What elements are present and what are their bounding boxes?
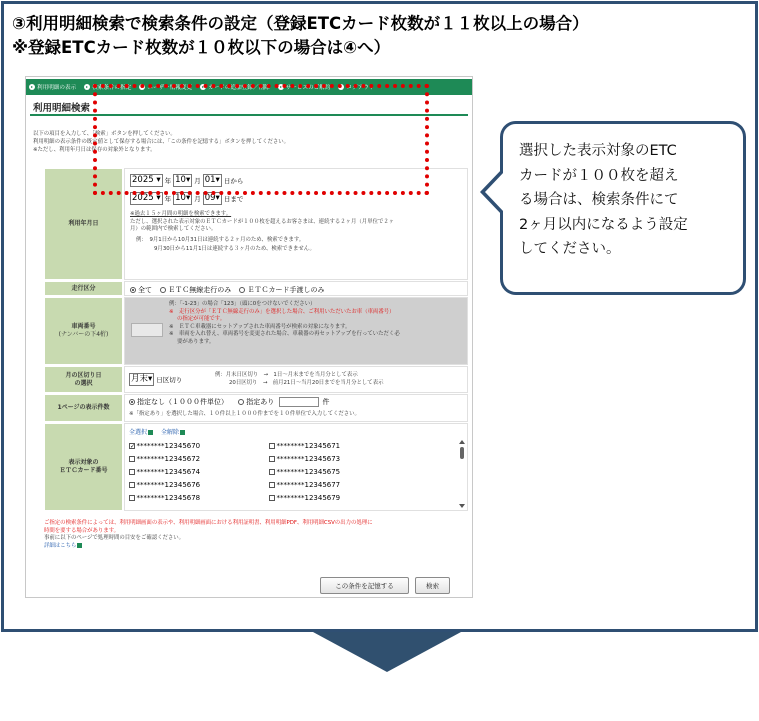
page-title: 利用明細検索 <box>33 103 91 114</box>
to-month-select[interactable]: 10▾ <box>175 193 191 203</box>
footer-text <box>44 520 469 550</box>
arrow-icon <box>148 430 153 435</box>
cutoff-note-line: 20日区切り → 前月21日～当月20日までを当月分として表示 <box>229 379 384 386</box>
callout-line: る場合は、検索条件にて <box>519 192 679 208</box>
details-link-label: 詳細はこちら <box>44 542 77 549</box>
card-checkbox[interactable] <box>269 456 275 462</box>
date-note-line: ただし、選択された表示対象のＥＴＣカードが１００枚を超えるお客さまは、連続する２ヶ月（月単位で２ヶ <box>130 218 395 225</box>
select-all-label: 全選択 <box>129 429 148 436</box>
per-page-note: ※「指定あり」を選択した場合、１０件以上１０００件までを１０件単位で入力してください。 <box>129 411 360 417</box>
clear-all-label: 全解除 <box>160 429 179 436</box>
date-note-line: 例： 9月1日から10月31日は連続する２ヶ月のため、検索できます。 <box>136 236 305 243</box>
card-item[interactable] <box>269 492 340 505</box>
row-vehicle <box>44 297 468 365</box>
card-item[interactable] <box>129 453 200 466</box>
per-page-option-label: 指定あり <box>246 398 275 406</box>
row-cards <box>44 423 468 511</box>
per-page-value-cell <box>124 394 468 422</box>
date-note-line: ※過去１５ヶ月間の明細を検索できます。 <box>130 211 232 217</box>
from-year-value: 2025 <box>132 175 154 185</box>
scroll-thumb[interactable] <box>460 447 464 459</box>
scroll-up-icon[interactable] <box>459 440 465 444</box>
vehicle-note-line: 要があります。 <box>177 338 215 345</box>
card-number: ********12345679 <box>276 494 341 502</box>
vehicle-label-1: 車両番号 <box>71 323 96 330</box>
nav-label: 検索条件の指定 <box>92 85 132 91</box>
card-item[interactable] <box>129 440 200 453</box>
date-note-line: 月）の範囲内で検索してください。 <box>130 226 217 232</box>
cutoff-value-cell <box>124 366 468 393</box>
vehicle-note-line: ※ 走行区分が「ＥＴＣ無線走行のみ」を選択した場合、ご利用いただいたお車（車両番号） <box>169 308 395 315</box>
intro-line: 利用明細の表示条件の既定値として保存する場合には、「この条件を記憶する」ボタンを押してください。 <box>33 139 290 145</box>
radio-specify[interactable] <box>238 399 244 405</box>
callout-pointer-inner <box>485 172 504 212</box>
arrow-circle-icon <box>84 84 90 90</box>
date-notes <box>130 211 455 254</box>
nav-label: ログアウト <box>346 85 375 91</box>
card-number: ********12345675 <box>276 468 341 476</box>
year-unit: 年 <box>164 177 172 185</box>
per-page-option-label: 指定なし（１０００件単位） <box>137 398 228 406</box>
month-unit: 月 <box>194 195 201 203</box>
from-month-select[interactable]: 10▾ <box>175 175 191 185</box>
card-item[interactable] <box>269 440 340 453</box>
per-page-unit: 件 <box>322 398 330 406</box>
label-cards <box>44 423 123 511</box>
nav-label: ユーザー情報変更 <box>147 85 193 91</box>
footer-info-line: 事前に以下のページで処理時間の目安をご確認ください。 <box>44 535 185 541</box>
heading-line-2: ※登録ETCカード枚数が１０枚以下の場合は④へ） <box>12 38 391 57</box>
to-month-value: 10 <box>175 193 186 203</box>
card-item[interactable] <box>129 492 200 505</box>
cutoff-note-line: 例：月末日区切り → 1日～月末までを当月分として表示 <box>215 372 358 378</box>
label-cutoff <box>44 366 123 393</box>
vehicle-note-line: 例：「-1-23」の場合「123」（頭に0をつけないでください） <box>169 301 316 307</box>
vehicle-note-line: ※ 車両を入れ替え、車両番号を変更された場合、車載器の再セットアップを行っていただく必 <box>169 331 400 337</box>
card-item[interactable] <box>269 466 340 479</box>
card-checkbox[interactable] <box>129 482 135 488</box>
card-checkbox[interactable] <box>269 469 275 475</box>
card-list-scrollbar[interactable] <box>459 440 465 508</box>
card-checkbox[interactable] <box>269 495 275 501</box>
cutoff-label-2: の選択 <box>74 379 93 387</box>
card-item[interactable] <box>269 479 340 492</box>
footer-warning-line: 時間を要する場合があります。 <box>44 527 120 534</box>
card-number: ********12345673 <box>276 455 341 463</box>
cutoff-notes <box>215 372 383 387</box>
card-item[interactable] <box>129 466 200 479</box>
card-item[interactable] <box>269 453 340 466</box>
card-checkbox[interactable]: ✓ <box>130 443 136 451</box>
select-all-link[interactable] <box>129 429 153 436</box>
heading-line-1: ③利用明細検索で検索条件の設定（登録ETCカード枚数が１１枚以上の場合） <box>12 14 589 33</box>
callout-bubble <box>500 121 746 295</box>
card-number: ********12345677 <box>276 481 341 489</box>
radio-all[interactable] <box>130 287 136 293</box>
card-item[interactable] <box>129 479 200 492</box>
label-vehicle <box>44 297 123 365</box>
vehicle-note-line: の指定が可能です。 <box>177 316 226 322</box>
travel-option-label: ＥＴＣカード手渡しのみ <box>247 286 325 294</box>
per-page-input[interactable] <box>279 397 319 407</box>
card-checkbox[interactable] <box>269 482 275 488</box>
callout-line: 2ヶ月以内になるよう設定 <box>519 216 688 233</box>
intro-line: 以下の項目を入力して、「検索」ボタンを押してください。 <box>33 131 176 137</box>
travel-options <box>124 281 468 296</box>
to-day-select[interactable]: 09▾ <box>204 193 220 203</box>
remember-button[interactable]: この条件を記憶する <box>320 577 409 594</box>
from-day-select[interactable]: 01▾ <box>204 175 220 185</box>
card-number: ********12345672 <box>136 455 201 463</box>
to-suffix: 日まで <box>223 195 244 203</box>
cutoff-select-value: 月末 <box>131 374 149 384</box>
from-month-value: 10 <box>175 175 186 185</box>
highlight-date-box <box>93 84 429 195</box>
vehicle-label-2: (ナンバーの下4桁) <box>58 331 109 338</box>
card-number: ********12345676 <box>136 481 201 489</box>
cutoff-label-1: 月の区切り日 <box>65 371 102 379</box>
vehicle-note-line: ※ ＥＴＣ車載器にセットアップされた車両番号が検索の対象になります。 <box>169 323 351 330</box>
row-travel <box>44 281 468 296</box>
nav-label: 利用明細の表示 <box>37 85 77 91</box>
down-arrow-icon <box>313 632 461 672</box>
card-number: ********12345671 <box>276 442 341 450</box>
from-day-value: 01 <box>204 175 216 185</box>
select-links <box>129 427 185 436</box>
cutoff-select[interactable]: 月末▾ <box>131 374 153 384</box>
radio-handover[interactable] <box>239 287 245 293</box>
callout-line: してください。 <box>519 241 621 257</box>
arrow-icon <box>77 543 82 548</box>
arrow-icon <box>180 430 185 435</box>
year-unit: 年 <box>164 195 172 203</box>
card-checkbox[interactable] <box>129 456 135 462</box>
row-per-page <box>44 394 468 422</box>
intro-line: ※ただし、利用年月日は保存の対象外となります。 <box>33 147 156 153</box>
cards-label-1: 表示対象の <box>68 459 99 466</box>
to-day-value: 09 <box>204 193 216 203</box>
travel-option-label: ＥＴＣ無線走行のみ <box>168 286 232 294</box>
cutoff-select-group <box>129 373 184 386</box>
footer-warning-line: ご指定の検索条件によっては、利用明細画面の表示や、利用明細画面における利用証明書、利用明細PDF、利用明細CSVの出力の処理に <box>44 520 373 526</box>
travel-option-label: 全て <box>138 286 152 294</box>
card-checkbox[interactable] <box>129 469 135 475</box>
date-note-line: 9月30日から11月1日は連続する３ヶ月のため、検索できません。 <box>154 246 315 252</box>
vehicle-number-input[interactable] <box>131 323 163 337</box>
nav-item-statement[interactable] <box>29 83 76 91</box>
radio-wireless[interactable] <box>160 287 166 293</box>
scroll-down-icon[interactable] <box>459 504 465 508</box>
vehicle-value-cell <box>124 297 468 365</box>
vehicle-notes <box>169 301 459 346</box>
search-button[interactable]: 検索 <box>415 577 450 594</box>
card-number: ********12345674 <box>136 468 201 476</box>
card-checkbox[interactable] <box>269 443 275 449</box>
arrow-circle-icon <box>29 84 35 90</box>
label-date: 利用年月日 <box>44 168 123 280</box>
from-suffix: 日から <box>223 177 244 185</box>
per-page-options <box>129 397 329 407</box>
nav-label: サービスのご解約 <box>285 85 331 91</box>
details-link[interactable] <box>44 543 469 551</box>
clear-all-link[interactable] <box>161 429 185 436</box>
card-checkbox[interactable] <box>129 495 135 501</box>
radio-no-limit[interactable] <box>129 399 135 405</box>
from-year-select[interactable]: 2025 ▾ <box>132 175 161 185</box>
label-per-page: 1ページの表示件数 <box>44 394 123 422</box>
callout-line: カードが１００枚を超え <box>519 167 679 184</box>
card-number: ********12345670 <box>136 442 201 450</box>
to-year-select[interactable]: 2025 ▾ <box>132 193 161 203</box>
card-number: ********12345678 <box>136 494 201 502</box>
cutoff-suffix: 日区切り <box>156 376 183 384</box>
callout-line: 選択した表示対象のETC <box>519 143 677 159</box>
row-cutoff <box>44 366 468 393</box>
label-travel: 走行区分 <box>44 281 123 296</box>
cards-label-2: ＥＴＣカード番号 <box>59 467 108 474</box>
cards-value-cell <box>124 423 468 511</box>
month-unit: 月 <box>194 177 201 185</box>
card-list <box>129 440 449 510</box>
to-year-value: 2025 <box>132 193 154 203</box>
nav-label: カードの追加登録／削除 <box>208 85 270 91</box>
